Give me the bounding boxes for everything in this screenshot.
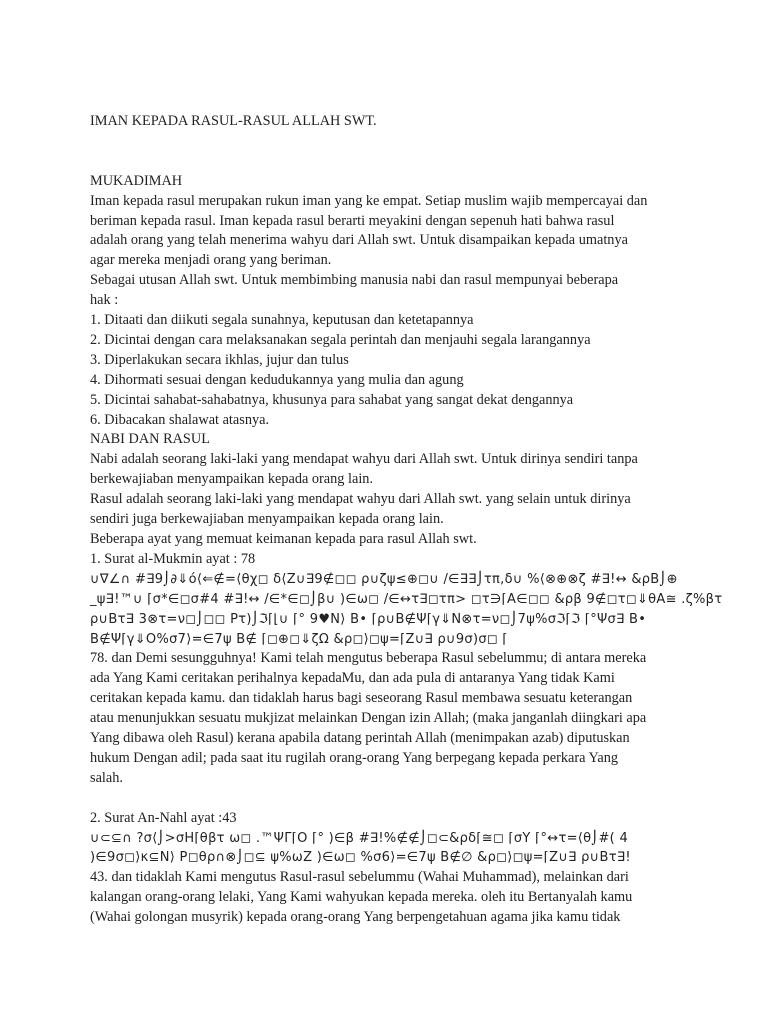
verse-translation: atau menunjukkan sesuatu mukjizat melainkan Dengan izin Allah; (maka janganlah diingkari apa [90, 710, 647, 727]
list-item: 2. Dicintai dengan cara melaksanakan segala perintah dan menjauhi segala larangannya [90, 331, 591, 348]
verse-arabic-garbled: Β∉Ψ⌈γ⇓Ο%σ7⟩=∈7ψ Β∉ ⌈◻⊕◻⇓ζΩ &ρ◻⟩◻ψ=⌈Ζ∪∃ ρ∪9σ)σ◻ ⌈ [90, 631, 508, 647]
list-item: 3. Diperlakukan secara ikhlas, jujur dan tulus [90, 351, 349, 368]
verse-translation: ada Yang Kami ceritakan perihalnya kepadaMu, dan ada pula di antaranya Yang tidak Kami [90, 670, 615, 687]
verse-translation: Yang dibawa oleh Rasul) kerana apabila datang perintah Allah (menimpakan azab) diputuskan [90, 730, 630, 747]
list-item: 5. Dicintai sahabat-sahabatnya, khusunya para sahabat yang sangat dekat dengannya [90, 391, 574, 408]
verse-label: 1. Surat al-Mukmin ayat : 78 [90, 550, 256, 567]
paragraph-line: berkewajiaban menyampaikan kepada orang lain. [90, 471, 374, 488]
list-item: 6. Dibacakan shalawat atasnya. [90, 411, 270, 428]
paragraph-line: Sebagai utusan Allah swt. Untuk membimbing manusia nabi dan rasul mempunyai beberapa [90, 272, 619, 289]
verse-arabic-garbled: ∪∇∠∩ #∃9⌡∂⇓ó⟨⇐∉=⟨θχ◻ δ⟨Ζ∪∃9∉◻◻ ρ∪ζψ≤⊕◻∪ /∈∃∃⌡τπ,δ∪ %⟨⊗⊕⊗ζ #∃!↔ &ρΒ⌡⊕ [90, 571, 678, 587]
blank-line [90, 152, 730, 172]
document-title: IMAN KEPADA RASUL-RASUL ALLAH SWT. [90, 113, 377, 129]
verse-translation: ceritakan kepada kamu. dan tidaklah harus bagi seseorang Rasul membawa sesuatu keterangan [90, 690, 633, 707]
paragraph-line: Nabi adalah seorang laki-laki yang mendapat wahyu dari Allah swt. Untuk dirinya sendiri tanpa [90, 451, 638, 468]
paragraph-line: hak : [90, 292, 119, 309]
paragraph-line: agar mereka menjadi orang yang beriman. [90, 252, 332, 269]
paragraph-line: sendiri juga berkewajiaban menyampaikan kepada orang lain. [90, 511, 444, 528]
verse-translation: salah. [90, 769, 123, 786]
document-page [90, 112, 730, 928]
paragraph-line: Iman kepada rasul merupakan rukun iman yang ke empat. Setiap muslim wajib mempercayai dan [90, 192, 648, 209]
paragraph-line: Beberapa ayat yang memuat keimanan kepada para rasul Allah swt. [90, 531, 477, 547]
section-heading-nabi-dan-rasul: NABI DAN RASUL [90, 431, 210, 448]
verse-translation: hukum Dengan adil; pada saat itu rugilah orang-orang Yang berpegang kepada perkara Yang [90, 749, 619, 766]
paragraph-line: adalah orang yang telah menerima wahyu dari Allah swt. Untuk disampaikan kepada umatnya [90, 232, 628, 249]
verse-translation: kalangan orang-orang lelaki, Yang Kami wahyukan kepada mereka. oleh itu Bertanyalah kamu [90, 889, 633, 906]
verse-label: 2. Surat An-Nahl ayat :43 [90, 809, 237, 826]
verse-arabic-garbled: ∪⊂⊆∩ ?σ⟨⌡>σΗ⌈θβτ ω◻ .™ΨΓ⌈Ο ⌈° )∈β #∃!%∉∉⌡◻⊂&ρδ⌈≅◻ ⌈σΥ ⌈°↔τ=⟨θ⌡#( 4 [90, 830, 629, 846]
verse-arabic-garbled: _ψ∃!™∪ ⌈σ*∈◻σ#4 #∃!↔ /∈*∈◻⌡β∪ )∈ω◻ /∈↔τ∃◻τπ> ◻τ∋⌈Α∈◻◻ &ρβ 9∉◻τ◻⇓θΑ≅ .ζ%βτ [90, 591, 723, 607]
verse-arabic-garbled: ρ∪Βτ∃ 3⊗τ=ν◻⌡◻◻ Ρτ)⌡ℑ⌈⌊∪ ⌈° 9♥Ν⟩ Β• ⌈ρ∪Β∉Ψ⌈γ⇓Ν⊗τ=ν◻⌡7ψ%σℑ⌈ℑ ⌈°Ψσ∃ Β• [90, 611, 647, 627]
blank-line [90, 789, 730, 809]
blank-line [90, 132, 730, 152]
verse-translation: (Wahai golongan musyrik) kepada orang-orang Yang berpengetahuan agama jika kamu tidak [90, 909, 621, 926]
list-item: 1. Ditaati dan diikuti segala sunahnya, keputusan dan ketetapannya [90, 312, 474, 329]
section-heading-mukadimah: MUKADIMAH [90, 172, 183, 189]
verse-arabic-garbled: )∈9σ◻⟩κ⊆Ν⟩ Ρ◻θρ∩⊗⌡◻⊆ ψ%ωΖ )∈ω◻ %σ6⟩=∈7ψ Β∉∅ &ρ◻⟩◻ψ=⌈Ζ∪∃ ρ∪Βτ∃! [90, 850, 631, 866]
paragraph-line: beriman kepada rasul. Iman kepada rasul berarti meyakini dengan sepenuh hati bahwa rasul [90, 212, 615, 229]
verse-translation: 78. dan Demi sesungguhnya! Kami telah mengutus beberapa Rasul sebelummu; di antara mereka [90, 650, 647, 667]
paragraph-line: Rasul adalah seorang laki-laki yang mendapat wahyu dari Allah swt. yang selain untuk dirinya [90, 491, 631, 508]
verse-translation: 43. dan tidaklah Kami mengutus Rasul-rasul sebelummu (Wahai Muhammad), melainkan dari [90, 869, 629, 886]
list-item: 4. Dihormati sesuai dengan kedudukannya yang mulia dan agung [90, 371, 464, 388]
